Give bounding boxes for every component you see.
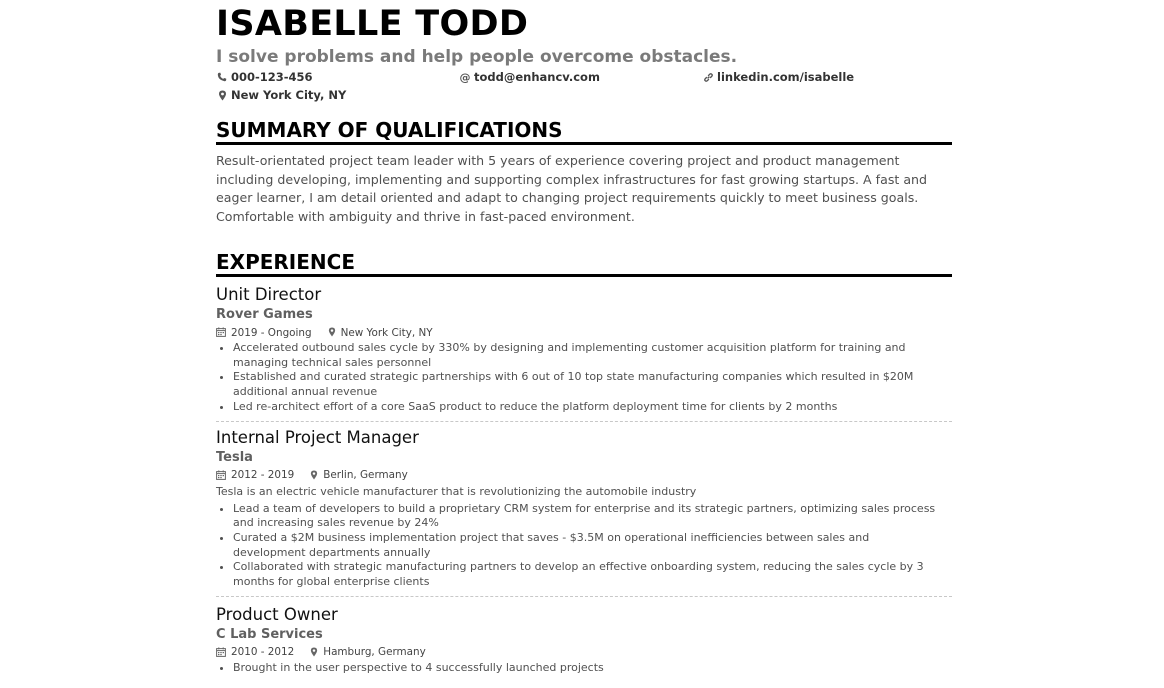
list-item: • Led re-architect effort of a core SaaS product to reduce the platform deployment time for clients by 2 months [233, 400, 952, 415]
contact-link[interactable] [702, 69, 952, 85]
job-entry [216, 597, 952, 676]
list-item: • Accelerated outbound sales cycle by 330% by designing and implementing customer acquisition platform for training and managing technical sales personnel [233, 341, 952, 370]
calendar-icon [216, 470, 226, 481]
list-item: • Curated a $2M business implementation project that saves - $3.5M on operational inefficiencies between sales and development departments annually [233, 531, 952, 560]
job-location [310, 646, 426, 658]
experience-section [216, 251, 952, 675]
job-location [328, 327, 433, 339]
job-meta [216, 467, 952, 484]
summary-heading: SUMMARY OF QUALIFICATIONS [216, 119, 952, 145]
job-meta [216, 644, 952, 661]
map-pin-icon [216, 90, 228, 101]
dates-text: 2012 - 2019 [231, 469, 295, 482]
resume-page [216, 0, 952, 674]
tagline: I solve problems and help people overcome obstacles. [216, 47, 738, 67]
linkedin-link[interactable]: linkedin.com/isabelle [717, 70, 855, 84]
job-location [310, 469, 408, 481]
job-bullets [216, 341, 952, 415]
map-pin-icon [310, 647, 318, 658]
map-pin-icon [328, 327, 336, 338]
job-dates [216, 327, 312, 339]
map-pin-icon [310, 470, 318, 481]
contact-location [216, 87, 459, 103]
link-icon [702, 72, 714, 83]
phone-icon [216, 72, 228, 82]
list-item: • Brought in the user perspective to 4 successfully launched projects [233, 661, 952, 676]
candidate-name: ISABELLE TODD [216, 4, 529, 44]
at-icon: @ [459, 70, 471, 84]
location-text: New York City, NY [340, 326, 433, 339]
company-description: Tesla is an electric vehicle manufacturer that is revolutionizing the automobile industry [216, 484, 697, 498]
job-entry [216, 422, 952, 597]
dates-text: 2019 - Ongoing [231, 326, 312, 339]
summary-section [216, 119, 952, 226]
experience-heading: EXPERIENCE [216, 251, 952, 277]
email-address[interactable]: todd@enhancv.com [474, 70, 600, 84]
list-item: • Collaborated with strategic manufacturing partners to develop an effective onboarding system, reducing the sales cycle by 3 months for global enterprise clients [233, 560, 952, 589]
contact-phone [216, 69, 459, 85]
calendar-icon [216, 327, 226, 338]
list-item: • Established and curated strategic partnerships with 6 out of 10 top state manufacturing companies which resulted in $20M additional annual revenue [233, 370, 952, 399]
location-text: New York City, NY [231, 88, 347, 102]
dates-text: 2010 - 2012 [231, 646, 295, 659]
contact-email[interactable] [459, 69, 702, 85]
job-entry [216, 277, 952, 422]
job-dates [216, 646, 294, 658]
contact-info [216, 69, 952, 103]
company-name: Tesla [216, 449, 253, 465]
job-title: Internal Project Manager [216, 427, 419, 447]
list-item: • Lead a team of developers to build a proprietary CRM system for enterprise and its strategic partners, optimizing sales process and increasing sales revenue by 24% [233, 502, 952, 531]
company-name: Rover Games [216, 307, 313, 322]
job-bullets [216, 661, 952, 676]
phone-number: 000-123-456 [231, 70, 313, 84]
job-meta [216, 324, 952, 341]
summary-text: Result-orientated project team leader with 5 years of experience covering project and product management including developing, implementing and supporting complex infrastructures for fast growing startups. A fast and eager learner, I am detail oriented and adapt to changing project requirements quickly to meet business goals. Comfortable with ambiguity and thrive in fast-paced environment. [216, 153, 928, 224]
calendar-icon [216, 647, 226, 658]
job-title: Product Owner [216, 604, 338, 624]
company-name: C Lab Services [216, 626, 323, 642]
job-title: Unit Director [216, 285, 322, 304]
location-text: Hamburg, Germany [323, 646, 426, 659]
job-bullets [216, 502, 952, 590]
location-text: Berlin, Germany [323, 469, 408, 482]
job-dates [216, 469, 294, 481]
